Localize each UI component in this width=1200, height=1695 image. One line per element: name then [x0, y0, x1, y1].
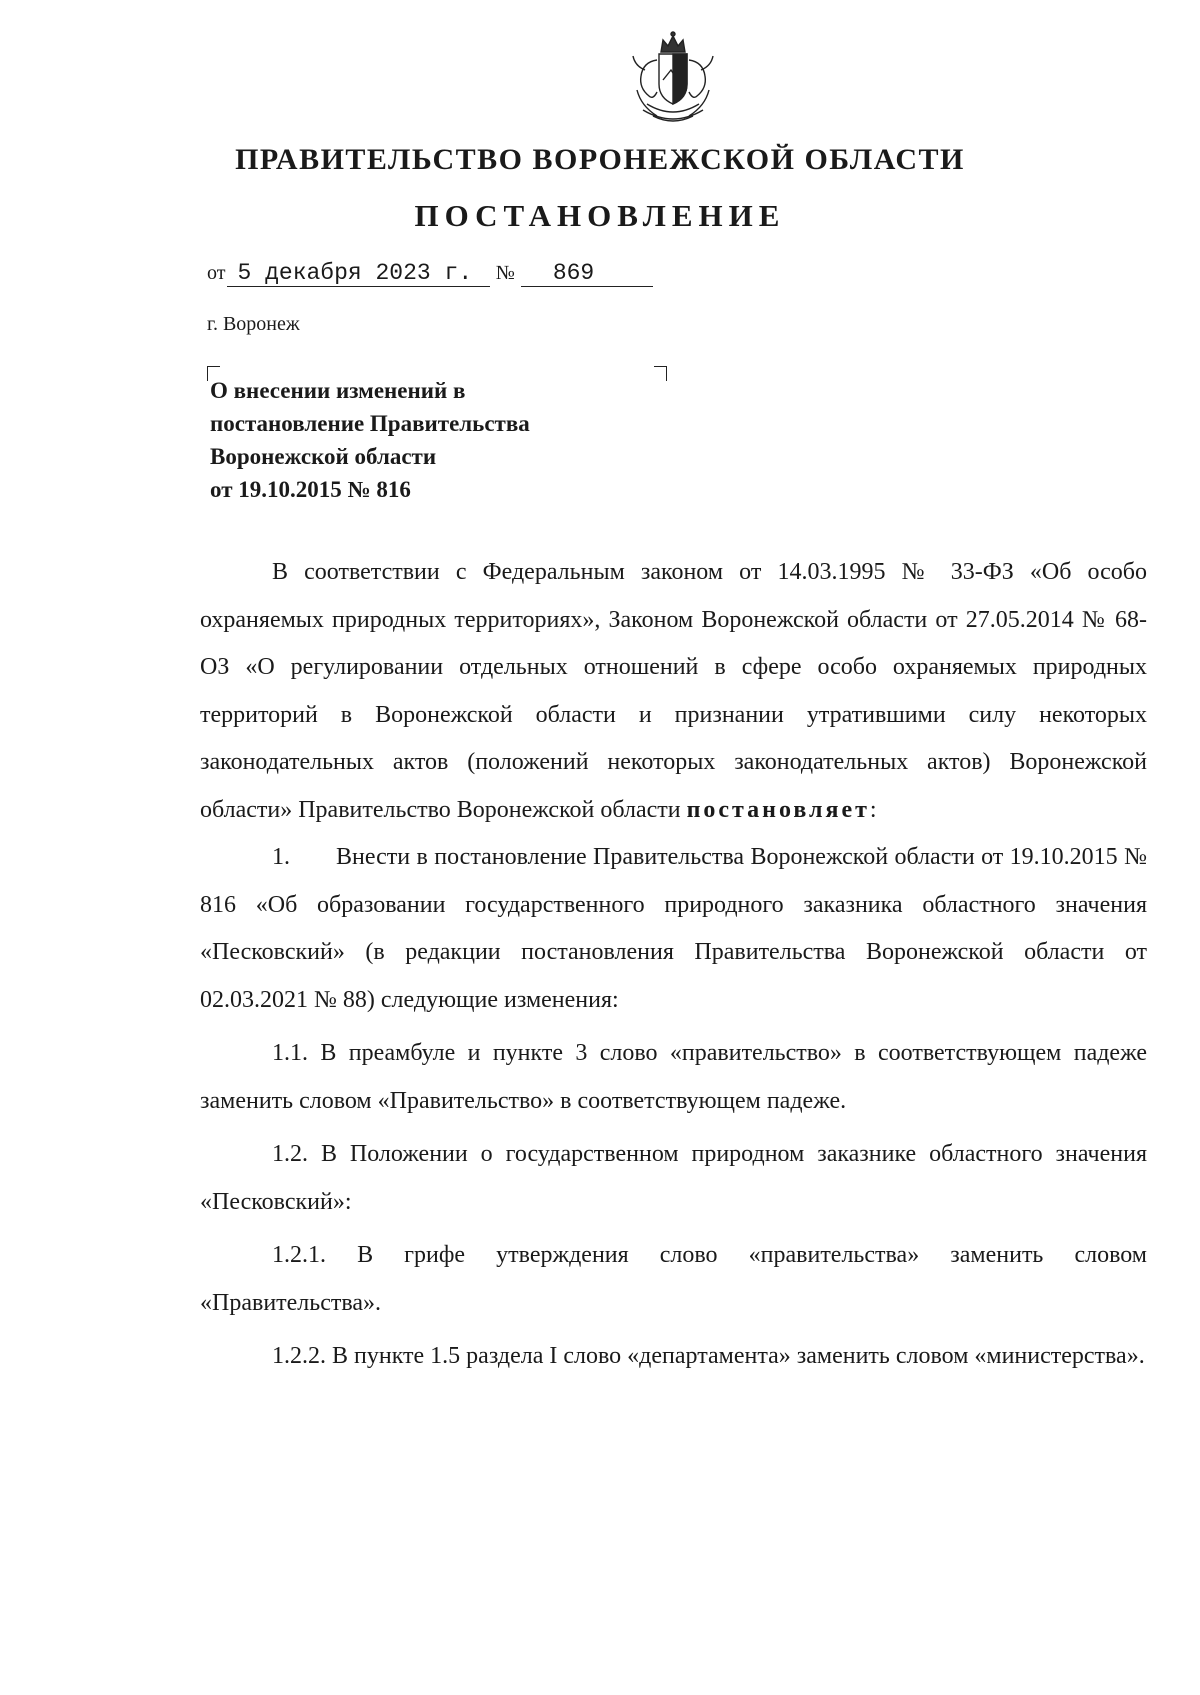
preamble-text: В соответствии с Федеральным законом от 14.03.1995 № 33-ФЗ «Об особо охраняемых природных территориях», Законом Воронежской области от 27.05.2014 № 68-ОЗ «О регулировании отдельных отношений в сфере особо охраняемых природных территорий в Воронежской области и признании утратившими силу некоторых законодательных актов (положений некоторых законодательных актов) Воронежской области» Правительство Воронежской области — [200, 559, 1147, 823]
subject-line: Воронежской области — [210, 444, 437, 469]
decree-word: постановляет — [686, 796, 870, 823]
from-label: от — [207, 262, 226, 284]
subject-line: от 19.10.2015 № 816 — [210, 477, 411, 502]
preamble-paragraph — [200, 549, 1147, 834]
date-number-line — [207, 260, 653, 287]
document-number: 869 — [521, 260, 653, 287]
item-1-2-paragraph: 1.2. В Положении о государственном природном заказнике областного значения «Песковский»: — [200, 1141, 1147, 1215]
item-1-1-paragraph: 1.1. В преамбуле и пункте 3 слово «правительство» в соответствующем падеже заменить словом «Правительство» в соответствующем падеже. — [200, 1040, 1147, 1114]
item-1-number: 1. — [272, 844, 290, 870]
city: г. Воронеж — [207, 313, 300, 335]
subject-line: О внесении изменений в — [210, 378, 466, 403]
decree-colon: : — [869, 796, 877, 823]
document-type: ПОСТАНОВЛЕНИЕ — [414, 198, 786, 233]
item-1-paragraph — [200, 834, 1147, 1024]
number-label: № — [495, 262, 515, 284]
item-1-2-2-paragraph: 1.2.2. В пункте 1.5 раздела I слово «департамента» заменить словом «министерства». — [272, 1343, 1145, 1369]
document-body — [200, 549, 1147, 1381]
subject-corner-right — [654, 366, 667, 381]
document-subject — [210, 374, 530, 506]
subject-line: постановление Правительства — [210, 411, 530, 436]
document-date: 5 декабря 2023 г. — [227, 260, 490, 287]
government-title: ПРАВИТЕЛЬСТВО ВОРОНЕЖСКОЙ ОБЛАСТИ — [235, 143, 965, 176]
item-1-2-1-paragraph: 1.2.1. В грифе утверждения слово «правительства» заменить словом «Правительства». — [200, 1242, 1147, 1316]
item-1-text: Внести в постановление Правительства Воронежской области от 19.10.2015 № 816 «Об образовании государственного природного заказника областного значения «Песковский» (в редакции постановления Правительства Воронежской области от 02.03.2021 № 88) следующие изменения: — [200, 844, 1147, 1013]
coat-of-arms-icon — [623, 30, 723, 130]
